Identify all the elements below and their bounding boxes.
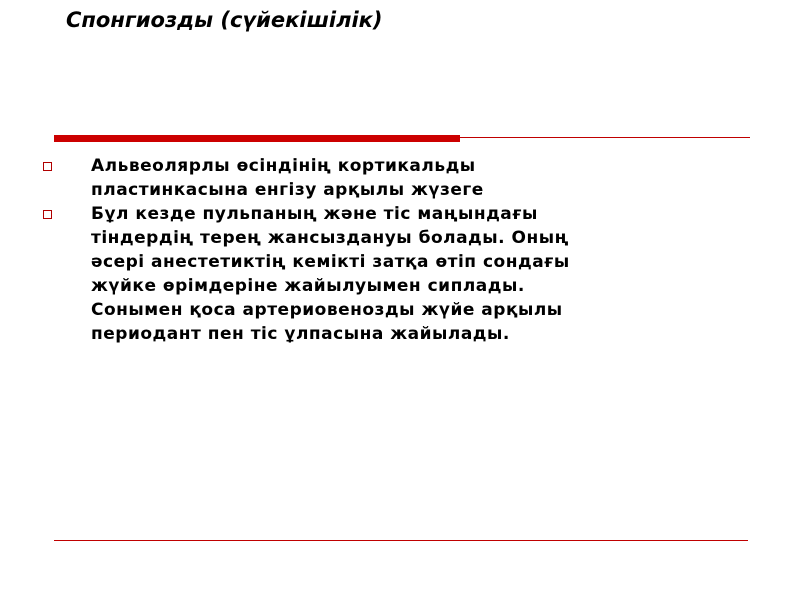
bullet-line: тіндердің терең жансыздануы болады. Оның	[91, 228, 569, 248]
bullet-list	[40, 154, 740, 346]
title-divider-accent	[54, 135, 460, 142]
bullet-line: жүйке өрімдеріне жайылуымен сиплады.	[91, 276, 525, 296]
square-bullet-icon	[43, 162, 52, 171]
slide-title: Спонгиозды (сүйекішілік)	[66, 8, 383, 32]
bullet-item-1	[40, 154, 740, 202]
bullet-line: әсері анестетиктің кемікті затқа өтіп сондағы	[91, 252, 570, 272]
bullet-line: Бұл кезде пульпаның және тіс маңындағы	[91, 204, 538, 224]
bullet-line: пластинкасына енгізу арқылы жүзеге	[91, 180, 484, 200]
square-bullet-icon	[43, 210, 52, 219]
bullet-text	[91, 154, 740, 202]
bullet-line: Сонымен қоса артериовенозды жүйе арқылы	[91, 300, 563, 320]
bullet-item-2	[40, 202, 740, 346]
bullet-line: периодант пен тіс ұлпасына жайылады.	[91, 324, 510, 344]
bullet-line: Альвеолярлы өсіндінің кортикальды	[91, 156, 476, 176]
bullet-text	[91, 202, 740, 346]
footer-divider	[54, 540, 748, 541]
